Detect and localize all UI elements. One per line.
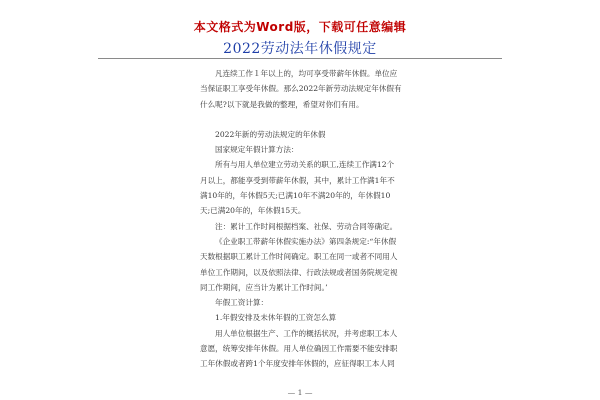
paragraph-gap bbox=[200, 112, 410, 127]
text-line: 月以上，都能享受到带薪年休假，其中，累计工作满1年不 bbox=[200, 175, 395, 185]
quote-paragraph bbox=[200, 234, 410, 295]
wage-heading bbox=[200, 295, 410, 310]
document-title: 2022劳动法年休假规定 bbox=[223, 41, 377, 57]
text-line: 意愿，统筹安排年休假。用人单位确因工作需要不能安排职 bbox=[200, 344, 398, 354]
format-notice: 本文格式为Word版，下载可任意编辑 bbox=[193, 20, 407, 34]
text-line: 工年休假或者跨1个年度安排年休假的，应征得职工本人同 bbox=[200, 359, 395, 369]
text-line: 所有与用人单位建立劳动关系的职工,连续工作满12个 bbox=[215, 160, 395, 170]
subheading bbox=[200, 142, 410, 157]
text-line: 1.年假安排及未休年假的工资怎么算 bbox=[215, 313, 337, 323]
text-line: 用人单位根据生产、工作的概括状况，并考虑职工本人 bbox=[215, 328, 398, 338]
page-number: — 1 — bbox=[287, 388, 313, 397]
text-line: 当保证职工享受年休假。那么2022年新劳动法规定年休假有 bbox=[200, 84, 402, 94]
text-line: 2022年新的劳动法规定的年休假 bbox=[215, 129, 326, 139]
note-paragraph bbox=[200, 219, 410, 234]
text-line: 《企业职工带薪年休假实施办法》第四条规定:“年休假 bbox=[215, 236, 397, 246]
arrangement-paragraph bbox=[200, 326, 410, 372]
text-line: 天;已满20年的，年休假15天。 bbox=[200, 206, 306, 216]
text-line: 满10年的，年休假5天;已满10年不满20年的，年休假10 bbox=[200, 191, 391, 201]
section-heading bbox=[200, 127, 410, 142]
text-line: 凡连续工作１年以上的，均可享受带薪年休假。单位应 bbox=[215, 69, 398, 78]
text-line: 天数根据职工累计工作时间确定。职工在同一或者不同用人 bbox=[200, 252, 398, 262]
rule-paragraph bbox=[200, 157, 410, 218]
title-divider bbox=[98, 58, 502, 59]
item-heading bbox=[200, 310, 410, 325]
text-line: 同工作期间，应当计为累计工作时间。’ bbox=[200, 282, 328, 292]
text-line: 什么呢?以下就是我做的整理，希望对你们有用。 bbox=[200, 99, 364, 109]
text-line: 年假工资计算： bbox=[215, 298, 269, 308]
text-line: 国家规定年假计算方法： bbox=[215, 145, 299, 155]
text-line: 注：累计工作时间根据档案、社保、劳动合同等确定。 bbox=[215, 221, 398, 231]
document-body bbox=[200, 66, 410, 372]
text-line: 单位工作期间，以及依照法律、行政法规或者国务院规定视 bbox=[200, 267, 398, 277]
intro-paragraph bbox=[200, 66, 410, 112]
